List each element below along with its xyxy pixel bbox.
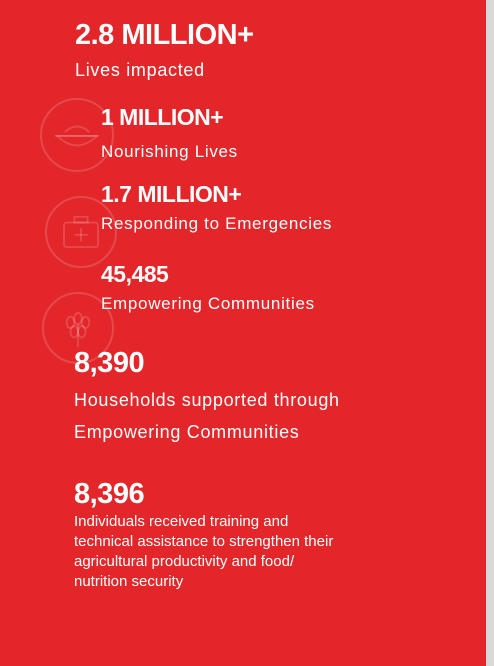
households-value: 8,390 xyxy=(74,347,145,379)
households-label-line-2: Empowering Communities xyxy=(74,422,300,442)
emergencies-label: Responding to Emergencies xyxy=(101,214,333,233)
individuals-label-line-2: technical assistance to strengthen their xyxy=(74,532,334,550)
individuals-value: 8,396 xyxy=(74,478,145,510)
lives-impacted-label: Lives impacted xyxy=(75,60,205,80)
lives-impacted-value: 2.8 MILLION+ xyxy=(75,19,254,51)
households-label-line-1: Households supported through xyxy=(74,390,340,410)
nourishing-lives-value: 1 MILLION+ xyxy=(101,104,224,130)
individuals-label-line-3: agricultural productivity and food/ xyxy=(74,552,295,570)
emergencies-value: 1.7 MILLION+ xyxy=(101,181,242,207)
page-edge xyxy=(486,0,494,666)
nourishing-lives-label: Nourishing Lives xyxy=(101,142,238,161)
communities-label: Empowering Communities xyxy=(101,294,315,313)
communities-value: 45,485 xyxy=(101,261,169,287)
individuals-label-line-1: Individuals received training and xyxy=(74,513,289,530)
individuals-label-line-4: nutrition security xyxy=(74,572,184,590)
individuals-label xyxy=(74,512,434,592)
